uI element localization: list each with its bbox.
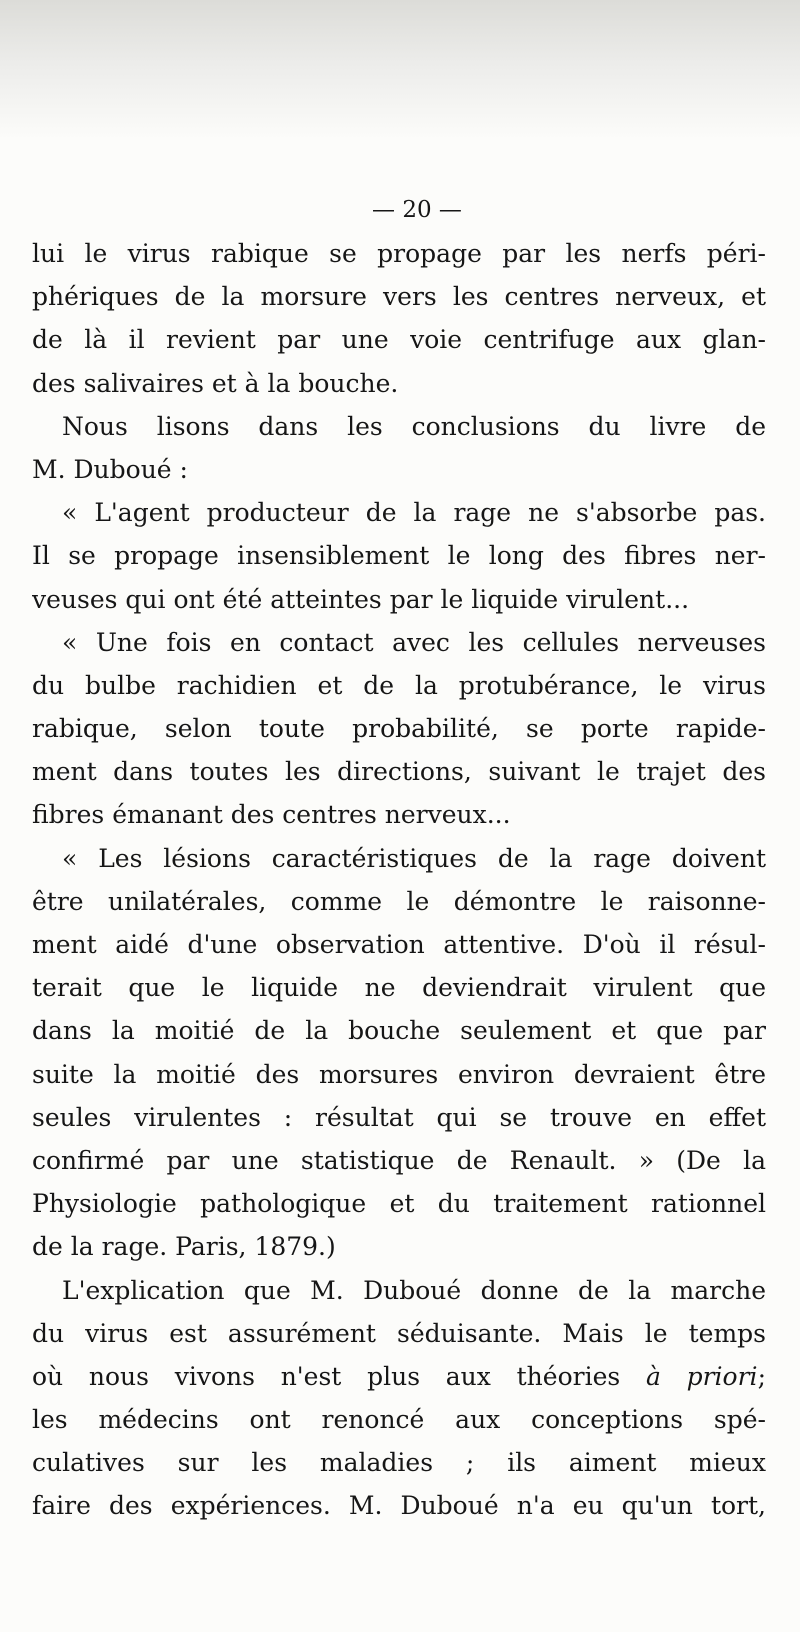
quote-line: être unilatérales, comme le démontre le raisonne- bbox=[32, 886, 766, 916]
quote-line: « Les lésions caractéristiques de la rage doivent bbox=[62, 843, 766, 873]
text-line: des salivaires et à la bouche. bbox=[32, 368, 399, 398]
quote-line: du bulbe rachidien et de la protubérance, le virus bbox=[32, 670, 766, 700]
text-line-with-italic bbox=[32, 1355, 766, 1398]
quote-line: ment aidé d'une observation attentive. D'où il résul- bbox=[32, 930, 766, 959]
text-line: faire des expériences. M. Duboué n'a eu qu'un tort, bbox=[32, 1491, 766, 1521]
text-line: Nous lisons dans les conclusions du livre de bbox=[62, 411, 766, 441]
text-line: du virus est assurément séduisante. Mais le temps bbox=[32, 1318, 766, 1348]
text-line: de là il revient par une voie centrifuge aux glan- bbox=[32, 325, 766, 355]
text-line: L'explication que M. Duboué donne de la marche bbox=[62, 1275, 766, 1305]
quote-line: dans la moitié de la bouche seulement et que par bbox=[32, 1016, 766, 1046]
text-fragment: où nous vivons n'est plus aux théories bbox=[32, 1361, 621, 1391]
text-line: les médecins ont renoncé aux conceptions spé- bbox=[32, 1405, 766, 1435]
punctuation: ; bbox=[757, 1361, 766, 1391]
quote-line: ment dans toutes les directions, suivant le trajet des bbox=[32, 757, 766, 787]
quote-line: « Une fois en contact avec les cellules nerveuses bbox=[62, 627, 766, 657]
text-line: phériques de la morsure vers les centres nerveux, et bbox=[32, 282, 766, 312]
page-number: — 20 — bbox=[372, 197, 462, 223]
text-line: M. Duboué : bbox=[32, 454, 188, 484]
italic-phrase: à priori bbox=[645, 1361, 758, 1391]
quote-line: seules virulentes : résultat qui se trouve en effet bbox=[32, 1102, 766, 1132]
quote-line: suite la moitié des morsures environ devraient être bbox=[32, 1059, 766, 1089]
quote-line: veuses qui ont été atteintes par le liquide virulent... bbox=[32, 584, 690, 614]
quote-line: de la rage. Paris, 1879.) bbox=[32, 1232, 336, 1262]
text-line: culatives sur les maladies ; ils aiment mieux bbox=[32, 1448, 766, 1478]
scan-shadow bbox=[0, 0, 800, 140]
quote-line: terait que le liquide ne deviendrait virulent que bbox=[32, 973, 766, 1003]
quote-line: Physiologie pathologique et du traitement rationnel bbox=[32, 1189, 766, 1219]
quote-line: « L'agent producteur de la rage ne s'absorbe pas. bbox=[62, 498, 766, 528]
text-line: lui le virus rabique se propage par les nerfs péri- bbox=[32, 239, 766, 268]
quote-line: Il se propage insensiblement le long des fibres ner- bbox=[32, 541, 766, 571]
page-body bbox=[32, 188, 766, 1528]
quote-line: rabique, selon toute probabilité, se porte rapide- bbox=[32, 714, 766, 744]
quote-line: fibres émanant des centres nerveux... bbox=[32, 800, 511, 830]
quote-line: confirmé par une statistique de Renault. » (De la bbox=[32, 1145, 766, 1175]
